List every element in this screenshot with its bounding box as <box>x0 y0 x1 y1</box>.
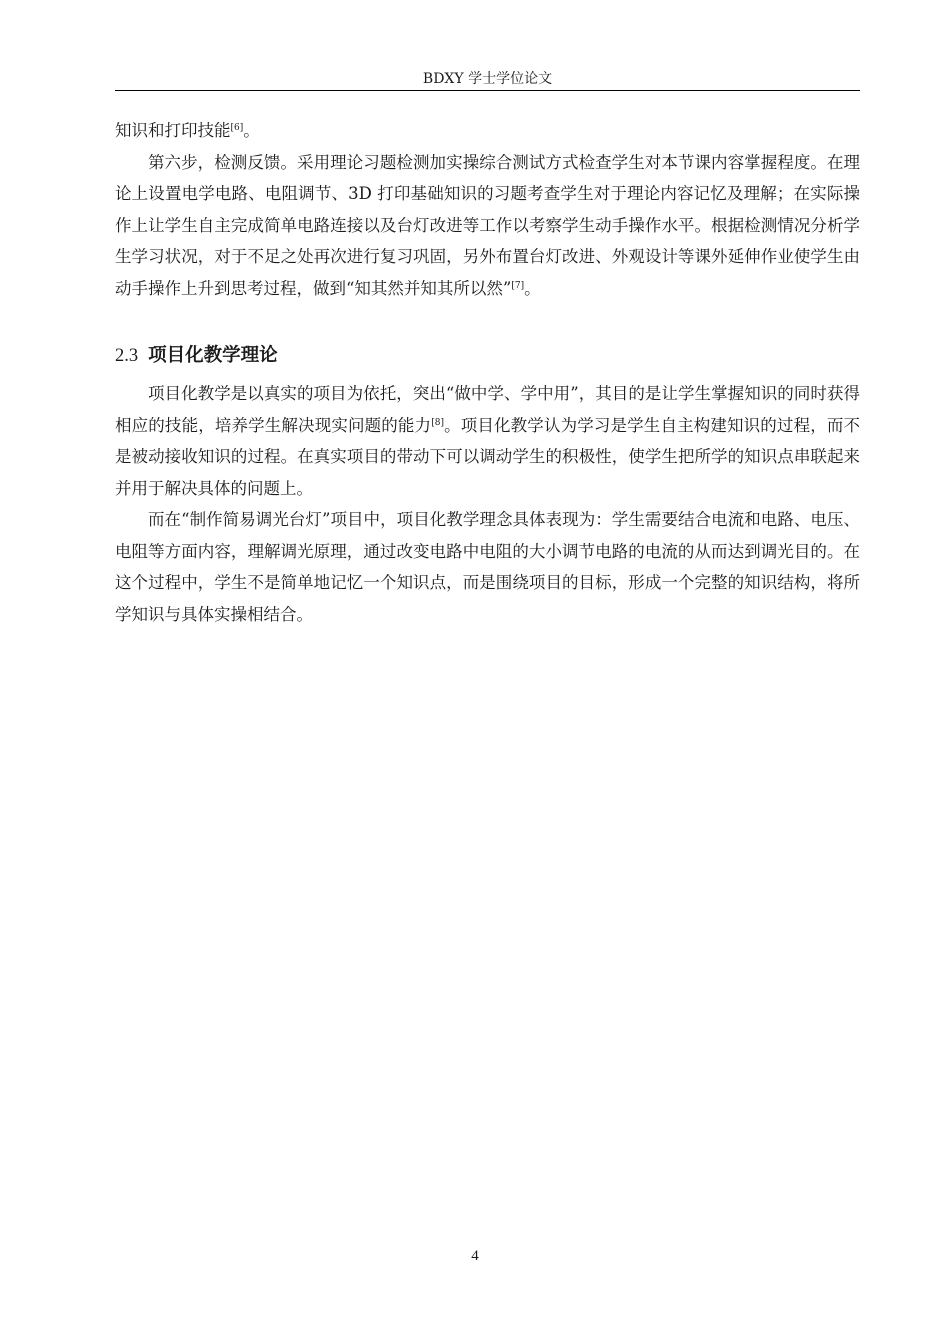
paragraph-tail: 。项目化教学认为学习是学生自主构建知识的过程，而不是被动接收知识的过程。在真实项目的带动下可以调动学生的积极性，使学生把所学的知识点串联起来并用于解决具体的问题上。 <box>115 415 861 498</box>
paragraph-text: 知识和打印技能 <box>115 121 231 140</box>
paragraph-text: 而在“制作简易调光台灯”项目中，项目化教学理念具体表现为：学生需要结合电流和电路、电压、电阻等方面内容，理解调光原理，通过改变电路中电阻的大小调节电路的电流的从而达到调光目的。在这个过程中，学生不是简单地记忆一个知识点，而是围绕项目的目标，形成一个完整的知识结构，将所学知识与具体实操相结合。 <box>115 510 860 624</box>
citation-ref: [7] <box>511 280 525 291</box>
paragraph-continued <box>115 115 860 147</box>
page-number: 4 <box>471 1248 479 1264</box>
citation-ref: [6] <box>230 123 244 133</box>
paragraph-text: 项目化教学是以真实的项目为依托，突出“做中学、学中用”，其目的是让学生掌握知识的同时获得相应的技能，培养学生解决现实问题的能力 <box>115 384 860 435</box>
section-title: 项目化教学理论 <box>148 345 278 366</box>
section-heading <box>115 343 860 369</box>
paragraph-dimmer-lamp <box>115 504 860 630</box>
citation-ref: [8] <box>431 417 444 428</box>
paragraph-tail: 。 <box>243 121 260 140</box>
paragraph-step-six <box>115 147 860 305</box>
paragraph-text: 第六步，检测反馈。采用理论习题检测加实操综合测试方式检查学生对本节课内容掌握程度。在理论上设置电学电路、电阻调节、3D 打印基础知识的习题考查学生对于理论内容记忆及理解；在实际操作上让学生自主完成简单电路连接以及台灯改进等工作以考察学生动手操作水平。根据检测情况分析学生学习状况，对于不足之处再次进行复习巩固，另外布置台灯改进、外观设计等课外延伸作业使学生由动手操作上升到思考过程，做到“知其然并知其所以然” <box>115 152 860 298</box>
page-header: BDXY 学士学位论文 <box>422 71 553 87</box>
section-number: 2.3 <box>115 346 139 366</box>
paragraph-tail: 。 <box>524 278 541 298</box>
paragraph-project-teaching <box>115 378 860 504</box>
header-rule <box>115 90 860 91</box>
document-body <box>115 115 860 630</box>
